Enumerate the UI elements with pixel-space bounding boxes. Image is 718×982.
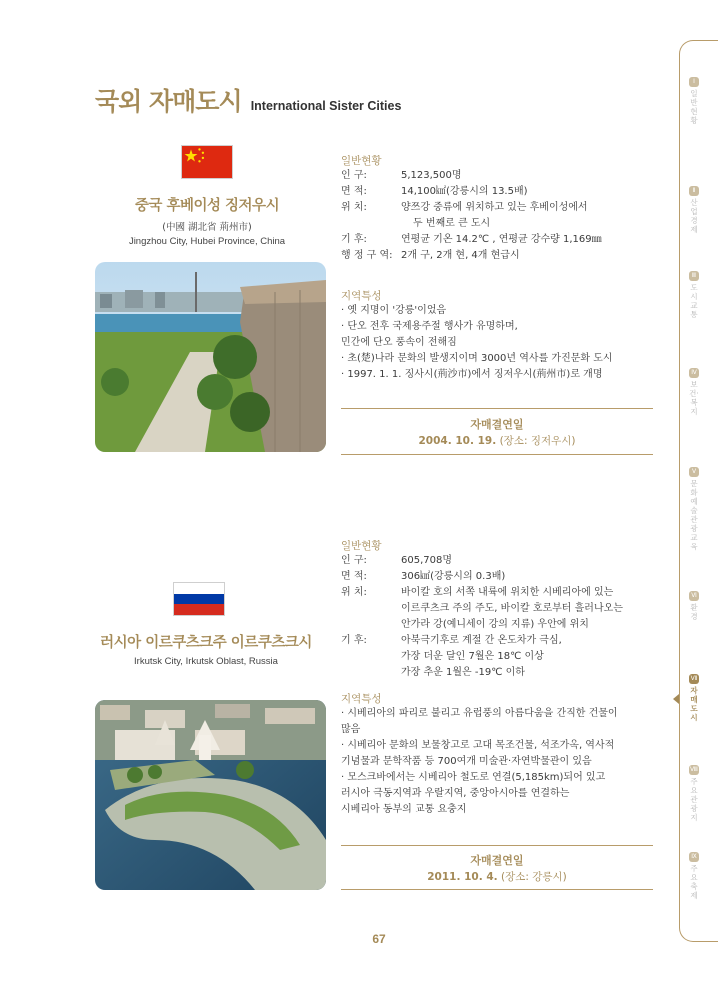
sisterhood-date: 2004. 10. 19. (장소: 징저우시): [418, 435, 576, 447]
divider: [341, 408, 653, 409]
china-flag: [181, 145, 233, 179]
active-tab-arrow-icon: [673, 694, 679, 704]
regional-item: · 시베리아의 파리로 불리고 유럽풍의 아름다움을 간직한 건물이: [341, 708, 618, 719]
regional-item: 많음: [341, 724, 361, 735]
regional-item: · 단오 전후 국제용주절 행사가 유명하며,: [341, 321, 518, 332]
regional-heading: 지역특성: [341, 290, 382, 302]
overview-heading: 일반현황: [341, 540, 382, 552]
sisterhood-heading: 자매결연일: [470, 854, 524, 867]
city-name-jingzhou: 중국 후베이성 징저우시: [134, 198, 280, 214]
page-title-english: International Sister Cities: [250, 99, 402, 113]
regional-item: 기념물과 문학작품 등 700여개 미술관·자연박물관이 있음: [341, 756, 592, 767]
chapter-tab-environment[interactable]: Ⅵ 환경: [690, 592, 698, 621]
regional-item: 시베리아 동부의 교통 요충지: [341, 804, 467, 815]
stat-row: 면 적: 306㎢(강릉시의 0.3배): [341, 571, 506, 582]
regional-item: · 1997. 1. 1. 징사시(荊沙市)에서 징저우시(荊州市)로 개명: [341, 369, 603, 380]
stat-continuation: 가장 더운 달인 7월은 18℃ 이상: [401, 651, 544, 662]
stat-row: 인 구: 605,708명: [341, 555, 453, 566]
city-native-name-jingzhou: (中國 湖北省 荊州市): [162, 222, 252, 233]
divider: [341, 454, 653, 455]
stat-continuation: 두 번째로 큰 도시: [413, 218, 491, 229]
regional-item: 민간에 단오 풍속이 전해짐: [341, 337, 457, 348]
page-number: 67: [372, 932, 386, 946]
stat-row: 기 후: 아북극기후로 계절 간 온도차가 극심,: [341, 635, 562, 646]
page-title: [95, 82, 401, 118]
stat-row: 면 적: 14,100㎢(강릉시의 13.5배): [341, 186, 528, 197]
page-title-korean: 국외 자매도시: [95, 87, 242, 116]
jingzhou-city-wall-photo: [95, 262, 326, 452]
regional-heading: 지역특성: [341, 693, 382, 705]
stat-continuation: 안가라 강(예니세이 강의 지류) 우안에 위치: [401, 619, 589, 630]
stat-row: 위 치: 양쯔강 중류에 위치하고 있는 후베이성에서: [341, 202, 588, 213]
regional-item: · 옛 지명이 '강릉'이었음: [341, 305, 447, 316]
stat-continuation: 가장 추운 1월은 -19℃ 이하: [401, 667, 525, 678]
chapter-tab-festivals[interactable]: Ⅸ 주요축제: [690, 853, 698, 900]
chapter-tab-culture[interactable]: Ⅴ 문화예술관광교육: [690, 468, 698, 551]
city-english-name-irkutsk: Irkutsk City, Irkutsk Oblast, Russia: [134, 656, 278, 667]
city-english-name-jingzhou: Jingzhou City, Hubei Province, China: [128, 236, 286, 247]
chapter-tab-economy[interactable]: Ⅱ 산업경제: [690, 187, 698, 234]
stat-row: 위 치: 바이칼 호의 서쪽 내륙에 위치한 시베리아에 있는: [341, 587, 614, 598]
stat-row: 행 정 구 역: 2개 구, 2개 현, 4개 현급시: [341, 250, 520, 261]
divider: [341, 889, 653, 890]
divider: [341, 845, 653, 846]
stat-continuation: 이르쿠츠크 주의 주도, 바이칼 호로부터 흘러나오는: [401, 603, 623, 614]
regional-item: · 모스크바에서는 시베리아 철도로 연결(5,185km)되어 있고: [341, 772, 606, 783]
stat-row: 인 구: 5,123,500명: [341, 170, 462, 181]
regional-item: · 초(楚)나라 문화의 발생지이며 3000년 역사를 가진문화 도시: [341, 353, 613, 364]
sisterhood-date: 2011. 10. 4. (장소: 강릉시): [427, 871, 567, 883]
chapter-tab-sister-cities[interactable]: Ⅶ 자매도시: [690, 675, 698, 722]
city-name-irkutsk: 러시아 이르쿠츠크주 이르쿠츠크시: [100, 635, 312, 651]
chapter-tab-tourism[interactable]: Ⅷ 주요관광지: [690, 766, 698, 822]
stat-row: 기 후: 연평균 기온 14.2℃ , 연평균 강수량 1,169㎜: [341, 234, 602, 245]
chapter-tab-general[interactable]: Ⅰ 일반현황: [690, 78, 698, 125]
chapter-tab-strip: [679, 40, 718, 942]
sisterhood-heading: 자매결연일: [470, 418, 524, 431]
chapter-tab-welfare[interactable]: Ⅳ 보건·복지: [689, 369, 699, 416]
regional-item: · 시베리아 문화의 보물창고로 고대 목조건물, 석조가옥, 역사적: [341, 740, 615, 751]
chapter-tab-traffic[interactable]: Ⅲ 도시교통: [690, 272, 698, 319]
russia-flag: [173, 582, 225, 616]
irkutsk-aerial-photo: [95, 700, 326, 890]
regional-item: 러시아 극동지역과 우랄지역, 중앙아시아를 연결하는: [341, 788, 570, 799]
overview-heading: 일반현황: [341, 155, 382, 167]
